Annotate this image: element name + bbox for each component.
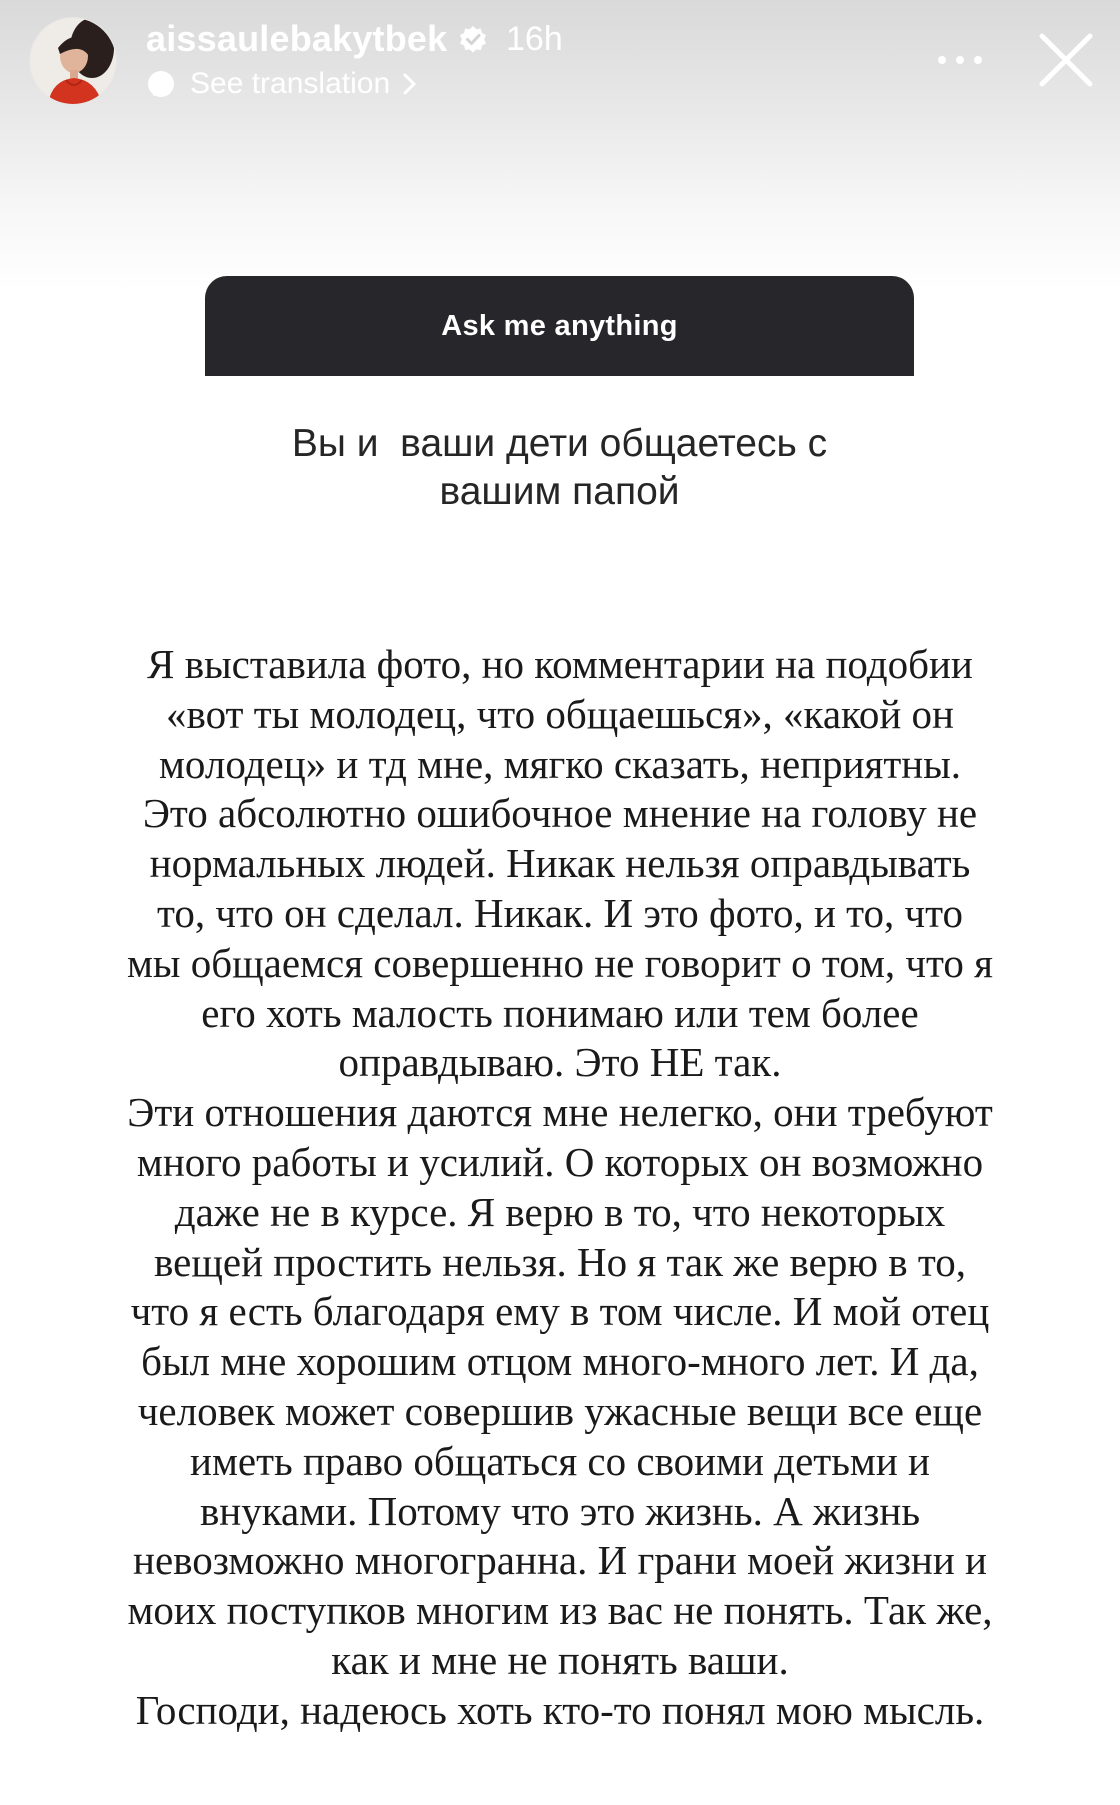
username[interactable]: aissaulebakytbek [146,18,448,59]
post-time: 16h [506,20,563,58]
story-text-line: оправдываю. Это НЕ так. [338,1039,782,1086]
sticker-header [205,276,914,376]
story-text-line: человек может совершив ужасные вещи все еще [137,1387,983,1434]
story-text-line: Я выставила фото, но комментарии на подобии [147,641,973,687]
story-text-line: его хоть малость понимаю или тем более [201,989,919,1036]
story-text-line: моих поступков многим из вас не понять. Так же, [127,1587,993,1634]
question-sticker[interactable] [205,276,914,516]
close-button[interactable] [1036,30,1096,90]
avatar[interactable] [29,17,117,105]
sticker-prompt: Ask me anything [441,309,678,342]
verified-badge-icon [458,25,488,55]
story-text-line: мы общаемся совершенно не говорит о том, что я [126,939,993,986]
story-text-line: молодец» и тд мне, мягко сказать, неприятны. [158,740,962,787]
story-text-line: что я есть благодаря ему в том числе. И мой отец [130,1288,990,1335]
story-text-line: иметь право общаться со своими детьми и [190,1437,930,1484]
story-text-line: невозможно многогранна. И грани моей жизни и [133,1537,987,1584]
close-icon [1042,36,1090,84]
story-text-line: много работы и усилий. О которых он возможно [136,1138,984,1185]
story-text-line: «вот ты молодец, что общаешься», «какой он [166,690,954,737]
story-text-line: внуками. Потому что это жизнь. А жизнь [199,1487,921,1534]
sticker-question: Вы и ваши дети общаетесь с вашим папой [291,422,828,513]
story-text-line: вещей простить нельзя. Но я так же верю в то, [154,1238,966,1285]
chevron-right-icon [402,72,418,96]
see-translation-label: See translation [190,67,391,100]
more-options-button[interactable] [930,40,990,80]
story-text-line: Господи, надеюсь хоть кто-то понял мою мысль. [135,1686,985,1733]
story-text-line: как и мне не понять ваши. [331,1636,789,1683]
story-text-line: Это абсолютно ошибочное мнение на голову не [142,790,978,837]
more-horizontal-icon [938,56,982,64]
story-text-line: даже не в курсе. Я верю в то, что некоторых [174,1188,946,1235]
story-text [40,640,1080,1736]
avatar-image [30,18,116,104]
story-text-line: Эти отношения даются мне нелегко, они требуют [127,1089,993,1136]
translate-icon [146,69,176,99]
story-text-line: то, что он сделал. Никак. И это фото, и то, что [156,889,964,936]
story-text-line: нормальных людей. Никак нельзя оправдывать [149,840,971,887]
see-translation-button[interactable] [146,64,418,104]
story-text-line: был мне хорошим отцом много-много лет. И да, [141,1338,979,1385]
